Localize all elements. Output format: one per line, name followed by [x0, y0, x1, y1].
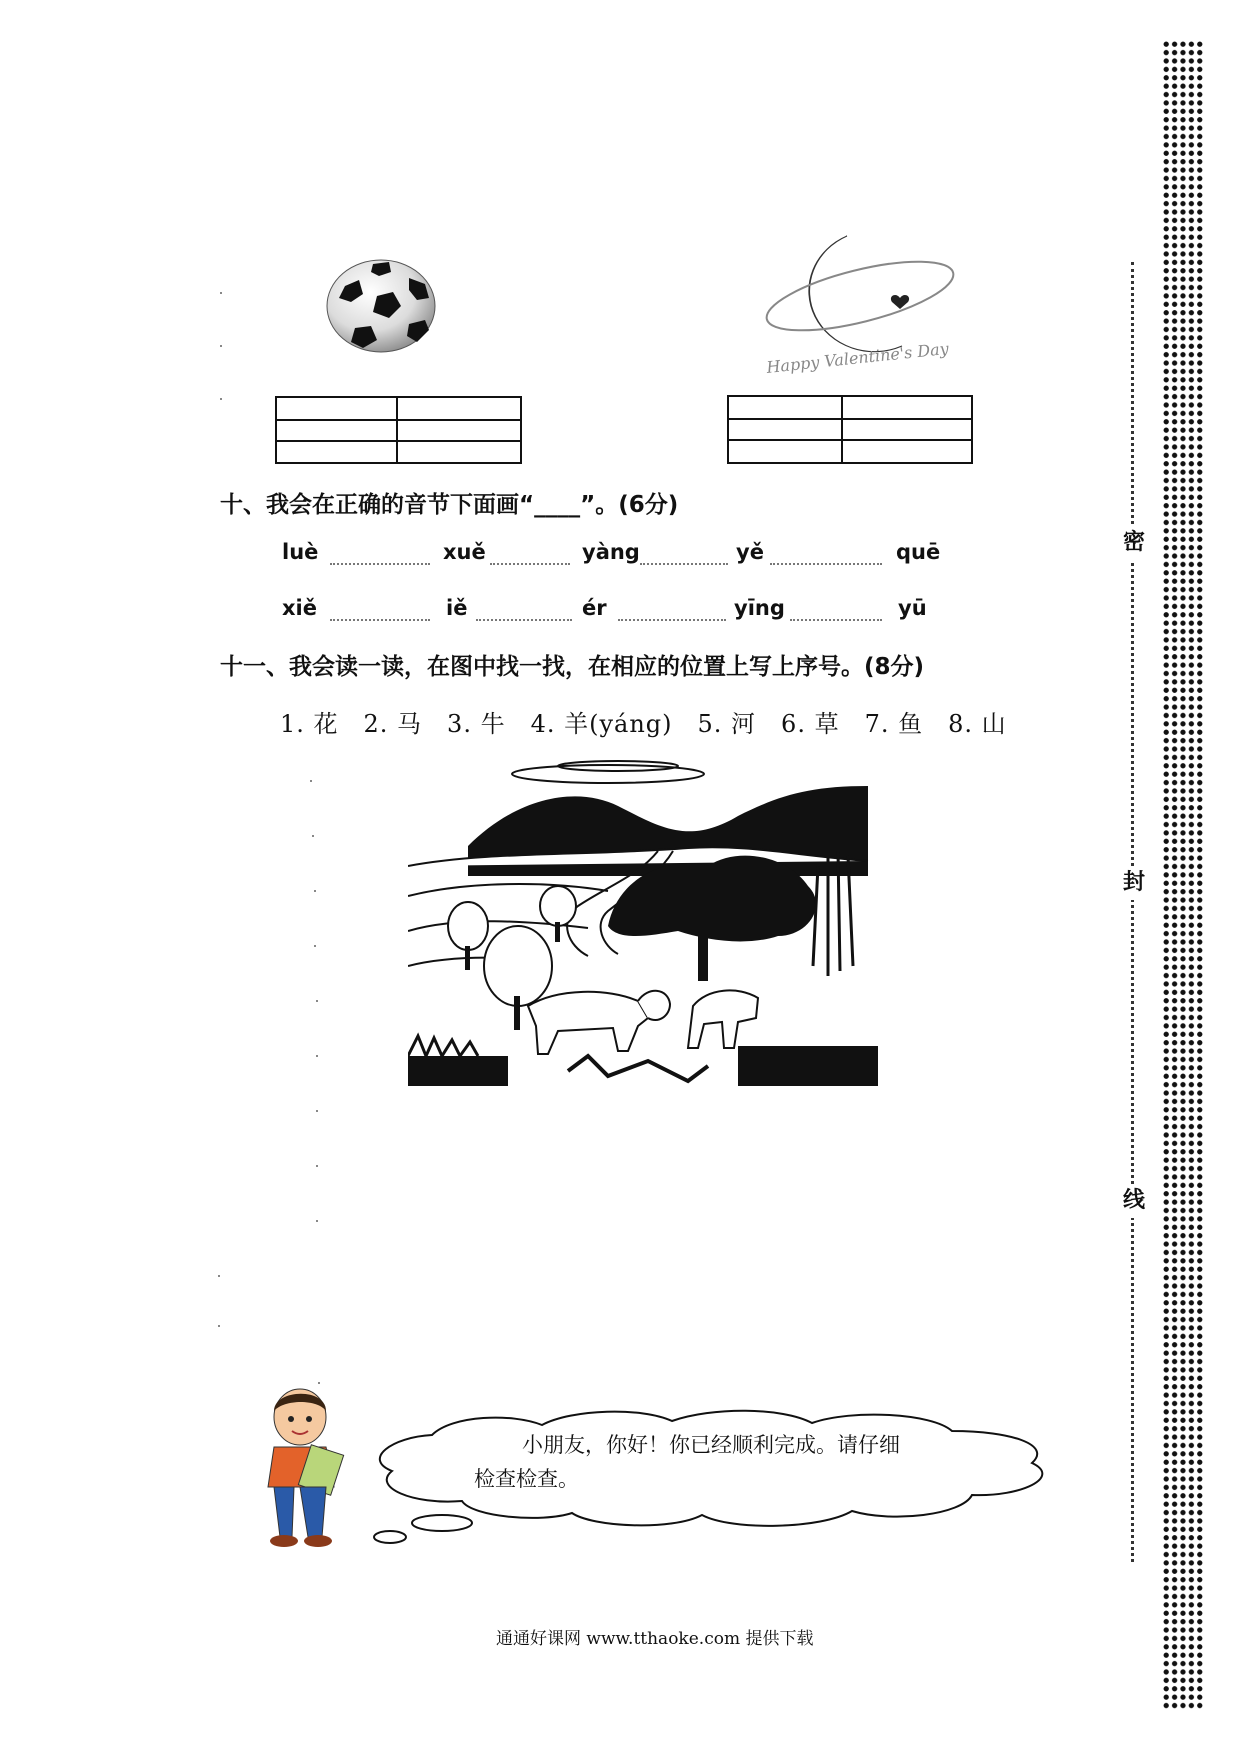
- pinyin-luè[interactable]: luè: [282, 540, 319, 564]
- pinyin-xuě[interactable]: xuě: [443, 540, 486, 564]
- landscape-illustration: [408, 756, 880, 1091]
- soccer-ball-icon: [325, 258, 437, 354]
- speech-text: [474, 1428, 934, 1496]
- pinyin-ér[interactable]: ér: [582, 596, 607, 620]
- seal-char-mi: 密: [1117, 526, 1151, 560]
- pinyin-yě[interactable]: yě: [736, 540, 764, 564]
- speech-line-2: 检查检查。: [474, 1467, 579, 1491]
- section10-title: 十、我会在正确的音节下面画“____”。(6分): [220, 492, 679, 518]
- section11-items: 1. 花 2. 马 3. 牛 4. 羊(yáng) 5. 河 6. 草 7. 鱼 8. 山: [280, 710, 1007, 738]
- speech-line-1: 小朋友，你好！你已经顺利完成。请仔细: [522, 1433, 900, 1457]
- binding-dot-border: [1162, 40, 1204, 1710]
- seal-char-xian: 线: [1117, 1184, 1151, 1218]
- pinyin-quē[interactable]: quē: [896, 540, 941, 564]
- answer-grid-right: [727, 395, 973, 464]
- pinyin-yīng[interactable]: yīng: [734, 596, 785, 620]
- valentine-logo-text: Happy Valentine's Day: [765, 338, 950, 377]
- pinyin-iě[interactable]: iě: [446, 596, 468, 620]
- answer-grid-left: [275, 396, 522, 464]
- footer-source: 通通好课网 www.tthaoke.com 提供下载: [496, 1629, 814, 1649]
- boy-with-clipboard-illustration: [244, 1387, 374, 1549]
- seal-dotted-line: [1131, 262, 1134, 1562]
- seal-char-feng: 封: [1117, 866, 1151, 900]
- pinyin-yū[interactable]: yū: [898, 596, 927, 620]
- section11-title: 十一、我会读一读，在图中找一找，在相应的位置上写上序号。(8分): [220, 654, 925, 680]
- valentine-crescent-logo: [752, 228, 962, 378]
- pinyin-yàng[interactable]: yàng: [582, 540, 640, 564]
- pinyin-xiě[interactable]: xiě: [282, 596, 317, 620]
